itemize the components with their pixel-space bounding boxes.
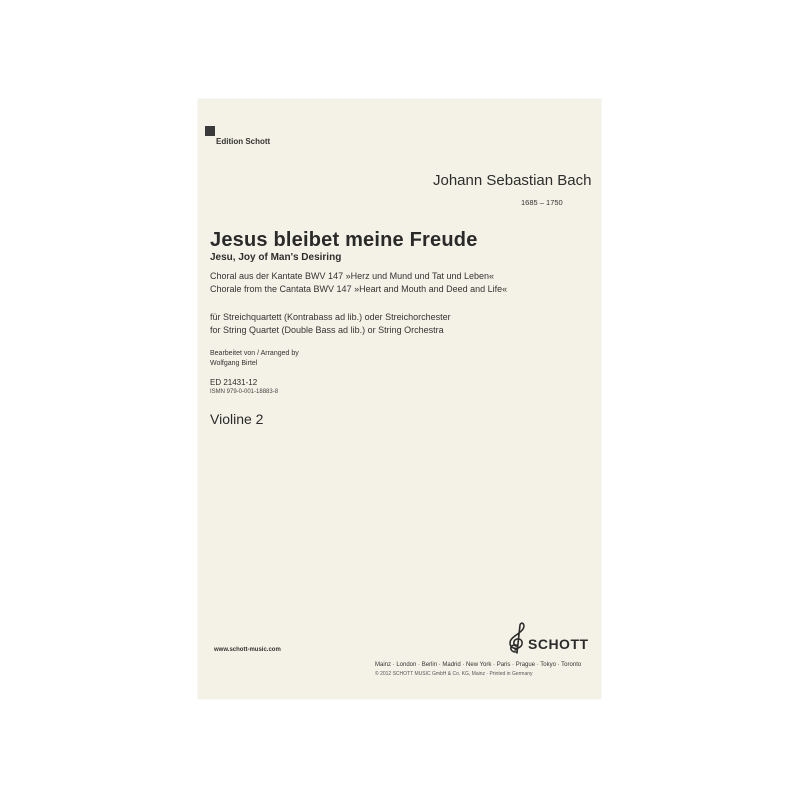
choral-description-en: Chorale from the Cantata BWV 147 »Heart and Mouth and Deed and Life« bbox=[210, 284, 508, 294]
composer-years: 1685 – 1750 bbox=[521, 198, 563, 207]
publisher-logo-text: SCHOTT bbox=[528, 636, 589, 652]
schott-treble-clef-logo-icon bbox=[506, 622, 530, 656]
work-subtitle: Jesu, Joy of Man's Desiring bbox=[210, 252, 342, 263]
arranger-name: Wolfgang Birtel bbox=[210, 360, 258, 367]
work-title: Jesus bleibet meine Freude bbox=[210, 229, 478, 251]
ismn-number: ISMN 979-0-001-18883-8 bbox=[210, 389, 279, 395]
arranged-by-label: Bearbeitet von / Arranged by bbox=[210, 350, 299, 357]
instrument-part: Violine 2 bbox=[210, 411, 264, 427]
publisher-cities: Mainz · London · Berlin · Madrid · New York · Paris · Prague · Tokyo · Toronto bbox=[375, 662, 582, 668]
copyright-notice: © 2012 SCHOTT MUSIC GmbH & Co. KG, Mainz · Printed in Germany bbox=[375, 671, 533, 677]
choral-description-de: Choral aus der Kantate BWV 147 »Herz und Mund und Tat und Leben« bbox=[210, 271, 495, 281]
composer-name: Johann Sebastian Bach bbox=[433, 172, 592, 189]
edition-square-icon bbox=[205, 126, 215, 136]
scoring-en: for String Quartet (Double Bass ad lib.) or String Orchestra bbox=[210, 325, 444, 335]
score-cover bbox=[198, 99, 601, 699]
edition-number: ED 21431-12 bbox=[210, 378, 258, 387]
scoring-de: für Streichquartett (Kontrabass ad lib.) oder Streichorchester bbox=[210, 312, 451, 322]
edition-label: Edition Schott bbox=[216, 137, 271, 146]
publisher-website: www.schott-music.com bbox=[214, 647, 281, 653]
